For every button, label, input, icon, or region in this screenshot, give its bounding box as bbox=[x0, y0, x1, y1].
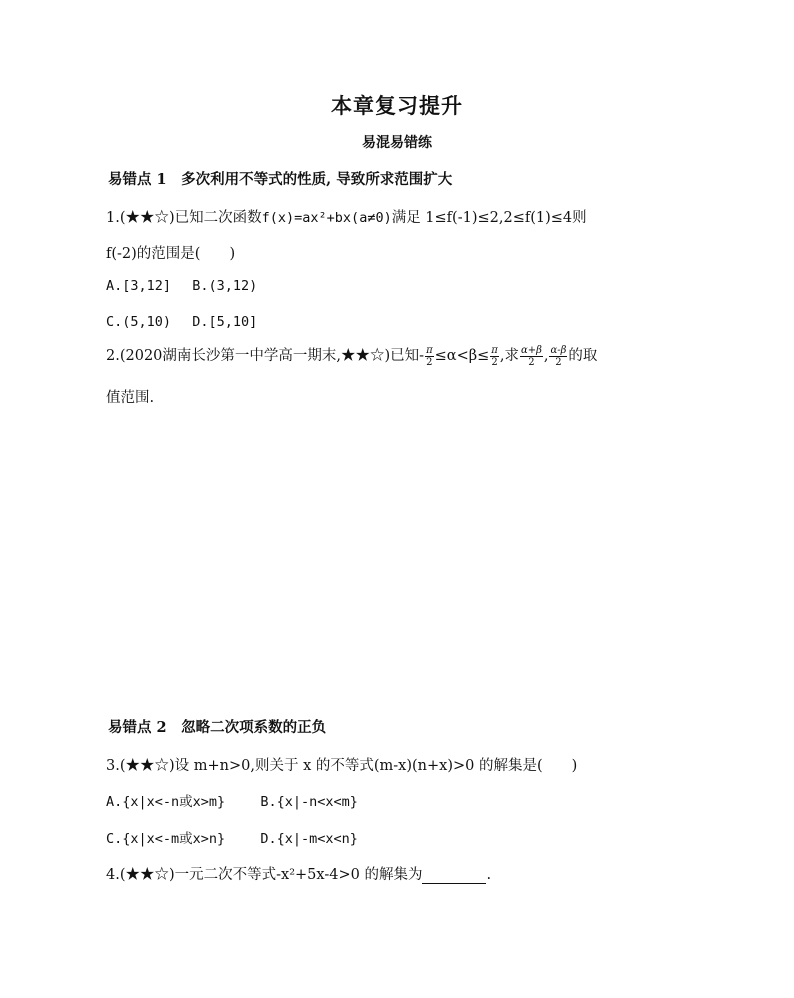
q3-option-b: B.{x|-n<x<m} bbox=[260, 794, 358, 810]
q1-options-row1 bbox=[106, 278, 257, 294]
q3-option-c: C.{x|x<-m或x>n} bbox=[106, 831, 226, 847]
q4-prefix: 4.(★★☆)一元二次不等式-x²+5x-4>0 的解集为 bbox=[106, 867, 423, 883]
q3-option-a: A.{x|x<-n或x>m} bbox=[106, 794, 226, 810]
q3-text: 3.(★★☆)设 m+n>0,则关于 x 的不等式(m-x)(n+x)>0 的解集是( ) bbox=[106, 758, 578, 774]
q2-fraction-pi-over-2-b: $\frac{\pi}{2}$ bbox=[491, 344, 498, 368]
q4-suffix: . bbox=[486, 867, 492, 883]
q2-prefix: 2.(2020湖南长沙第一中学高一期末,★★☆)已知- bbox=[106, 348, 425, 364]
q1-option-b: B.(3,12) bbox=[192, 278, 258, 294]
q1-line1 bbox=[106, 206, 587, 227]
q1-line2: f(-2)的范围是( ) bbox=[106, 246, 236, 262]
q2-line2: 值范围. bbox=[106, 390, 155, 406]
q1-option-d: D.[5,10] bbox=[192, 314, 258, 330]
q4-line bbox=[106, 863, 491, 884]
q1-suffix: 满足 1≤f(-1)≤2,2≤f(1)≤4则 bbox=[391, 210, 587, 226]
q2-suffix: 的取 bbox=[568, 348, 598, 364]
page-title: 本章复习提升 bbox=[331, 93, 463, 118]
q2-mid1: ≤α<β≤ bbox=[434, 348, 490, 364]
q2-comma: , bbox=[543, 348, 549, 364]
q4-answer-blank[interactable] bbox=[422, 869, 486, 884]
q3-options-row1 bbox=[106, 790, 358, 810]
q3-option-d: D.{x|-m<x<n} bbox=[260, 831, 358, 847]
q2-fraction-sum: $\frac{\alpha+\beta}{2}$ bbox=[520, 344, 542, 368]
q3-options-row2 bbox=[106, 827, 358, 847]
page-subtitle: 易混易错练 bbox=[362, 135, 432, 151]
q1-option-a: A.[3,12] bbox=[106, 278, 172, 294]
q1-prefix: 1.(★★☆)已知二次函数 bbox=[106, 210, 262, 226]
q1-options-row2 bbox=[106, 314, 257, 330]
q2-line1 bbox=[106, 344, 597, 368]
q2-fraction-pi-over-2-a: $\frac{\pi}{2}$ bbox=[426, 344, 433, 368]
q2-mid2: ,求 bbox=[499, 348, 519, 364]
section2-heading: 易错点 2 忽略二次项系数的正负 bbox=[108, 719, 327, 736]
q1-option-c: C.(5,10) bbox=[106, 314, 172, 330]
section1-heading: 易错点 1 多次利用不等式的性质, 导致所求范围扩大 bbox=[108, 171, 453, 188]
q2-fraction-diff: $\frac{\alpha-\beta}{2}$ bbox=[550, 344, 567, 368]
q1-expr: f(x)=ax²+bx(a≠0) bbox=[261, 210, 392, 226]
